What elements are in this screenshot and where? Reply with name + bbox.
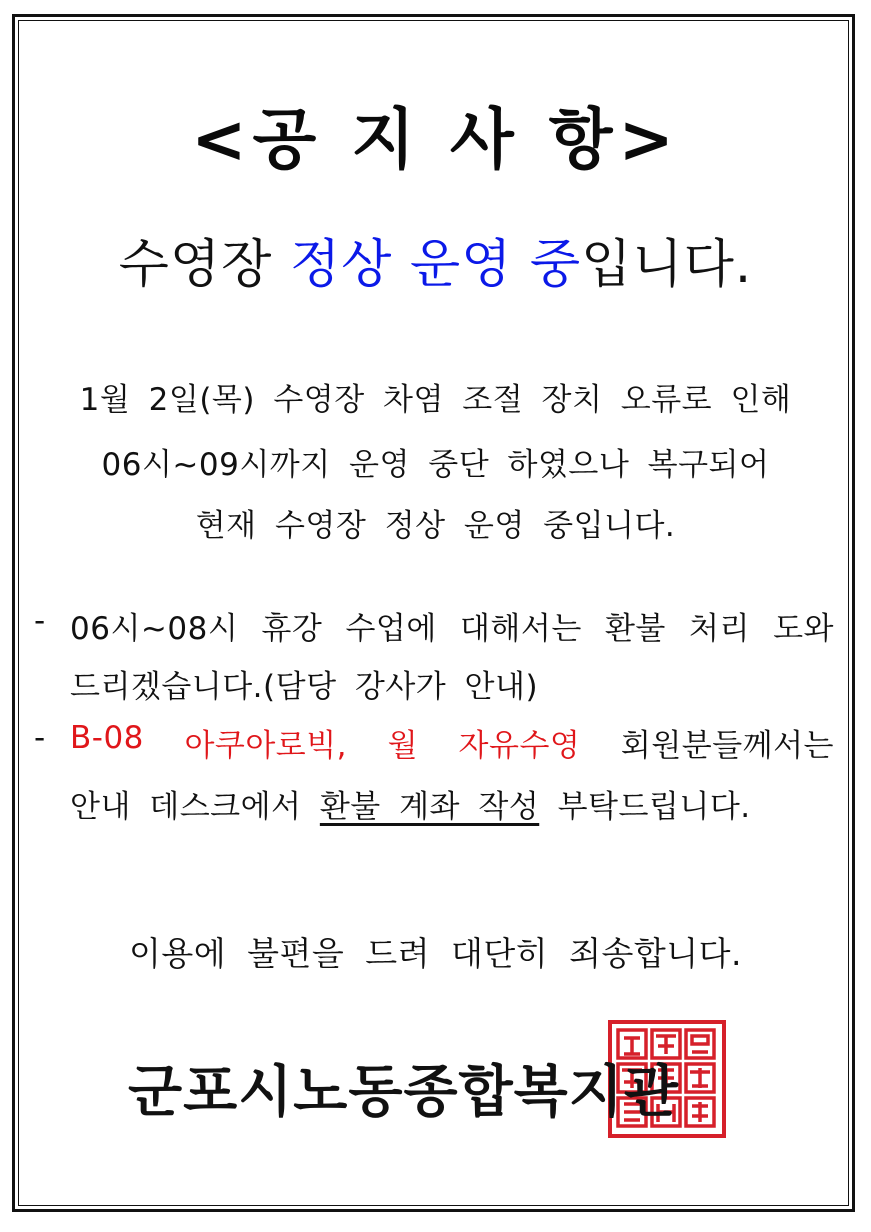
headline-highlight: 정상 운영 중: [289, 235, 582, 295]
bullet-dash: -: [34, 603, 46, 639]
bullet-1-text: [70, 603, 834, 648]
bullet-1-word: 06시~08시: [70, 611, 239, 647]
bullet-1: [34, 603, 834, 648]
bullet-2-word: 회원분들께서는: [620, 728, 834, 764]
body-line-2: 06시~09시까지 운영 중단 하였으나 복구되어: [101, 447, 770, 483]
bullet-1-word: 처리: [689, 611, 750, 647]
bullet-1-word: 대해서는: [459, 611, 582, 647]
bullet-2: [34, 720, 834, 765]
notice-title: <공 지 사 항>: [191, 101, 680, 178]
bullet-1-word: 도와: [773, 611, 834, 647]
bullet-2-red-word: 월: [387, 728, 419, 764]
bullet-1-continuation: 드리겠습니다.(담당 강사가 안내): [70, 669, 539, 705]
bullet-2-cont-part3: 부탁드립니다.: [539, 789, 751, 825]
body-line-3: 현재 수영장 정상 운영 중입니다.: [195, 508, 676, 544]
headline: [0, 222, 871, 297]
bullet-2-text: [70, 720, 834, 765]
headline-part1: 수영장: [118, 235, 290, 295]
bullet-2-cont-part1: 안내 데스크에서: [70, 789, 320, 825]
refund-account-underlined: 환불 계좌 작성: [319, 789, 540, 825]
apology-text: 이용에 불편을 드려 대단히 죄송합니다.: [129, 934, 742, 973]
bullet-1-word: 환불: [604, 611, 666, 647]
bullet-1-word: 수업에: [345, 611, 437, 647]
body-line-1: 1월 2일(목) 수영장 차염 조절 장치 오류로 인해: [79, 382, 792, 418]
bullet-dash: -: [34, 720, 46, 756]
bullet-1-word: 휴강: [261, 611, 323, 647]
bullet-2-red-word: B-08: [70, 720, 144, 756]
headline-part3: 입니다.: [581, 235, 753, 295]
bullet-2-red-word: 자유수영: [458, 728, 581, 764]
organization-name: 군포시노동종합복지관: [128, 1060, 679, 1125]
bullet-2-continuation: [70, 781, 751, 826]
bullet-2-red-word: 아쿠아로빅,: [184, 728, 348, 764]
